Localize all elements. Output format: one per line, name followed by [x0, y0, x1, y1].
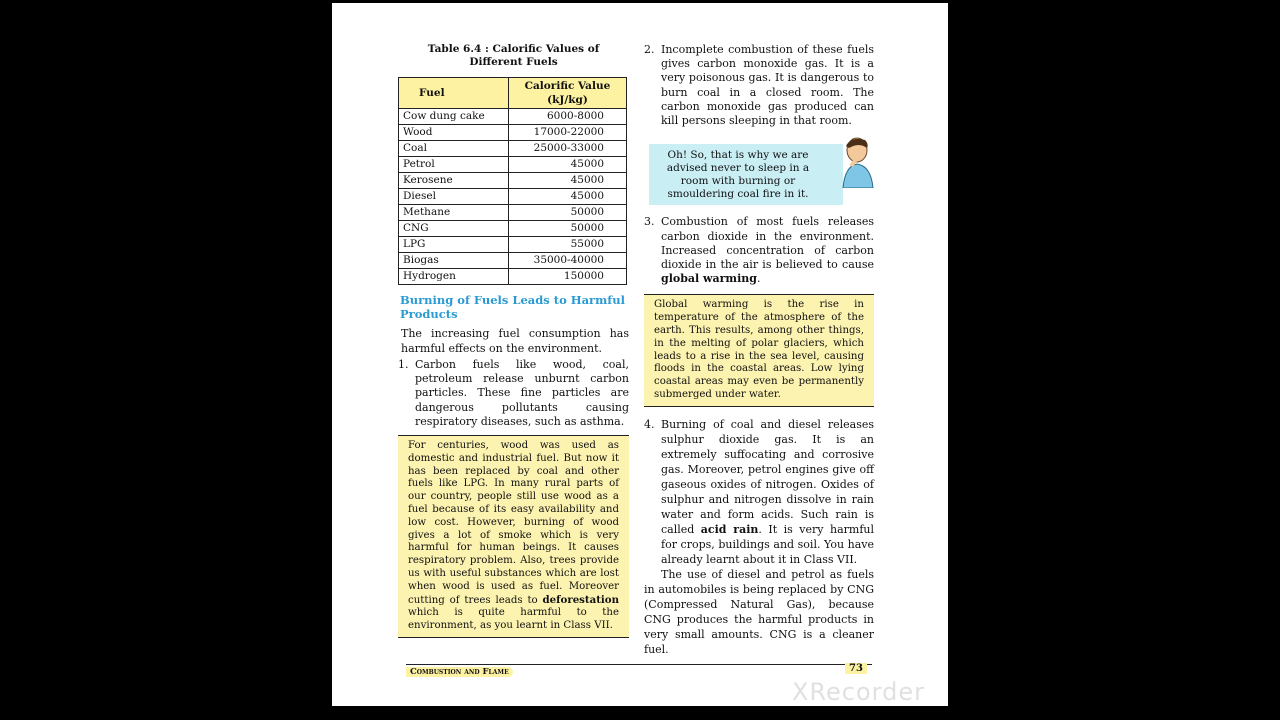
- fuel-cell: Petrol: [399, 157, 509, 173]
- footer-chapter-title: Combustion and Flame: [406, 667, 513, 677]
- footer-rule: [406, 664, 872, 665]
- table-caption: Table 6.4 : Calorific Values of Different Fuels: [427, 43, 600, 68]
- list-item-2: 2. Incomplete combustion of these fuels gives carbon monoxide gas. It is a very poisonous gas. It is dangerous to burn coal in a closed room. The carbon monoxide gas produced can kill persons sleeping in that room.: [644, 43, 874, 128]
- left-column: [398, 43, 629, 638]
- table-row: [399, 205, 627, 221]
- section-heading: Burning of Fuels Leads to Harmful Products: [400, 293, 625, 321]
- list-item-3: 3. Combustion of most fuels releases carbon dioxide in the environment. Increased concentration of carbon dioxide in the air is believed to cause global warming.: [644, 215, 874, 286]
- fuel-cell: Cow dung cake: [399, 109, 509, 125]
- value-cell: 50000: [508, 221, 626, 237]
- fuel-cell: LPG: [399, 237, 509, 253]
- table-row: [399, 269, 627, 285]
- textbook-page: [332, 3, 948, 706]
- table-row: [399, 157, 627, 173]
- value-cell: 55000: [508, 237, 626, 253]
- thinking-boy-icon: [837, 136, 877, 188]
- value-cell: 45000: [508, 173, 626, 189]
- fuel-cell: Wood: [399, 125, 509, 141]
- header-calorific-value: Calorific Value (kJ/kg): [508, 78, 626, 109]
- fuel-cell: Coal: [399, 141, 509, 157]
- fuel-cell: Diesel: [399, 189, 509, 205]
- right-column: [644, 43, 874, 657]
- table-row: [399, 253, 627, 269]
- fuel-cell: Methane: [399, 205, 509, 221]
- value-cell: 17000-22000: [508, 125, 626, 141]
- value-cell: 25000-33000: [508, 141, 626, 157]
- fuel-cell: Kerosene: [399, 173, 509, 189]
- value-cell: 35000-40000: [508, 253, 626, 269]
- fuel-cell: Hydrogen: [399, 269, 509, 285]
- fuel-cell: Biogas: [399, 253, 509, 269]
- list-item-1: 1. Carbon fuels like wood, coal, petroleum release unburnt carbon particles. These fine particles are dangerous pollutants causing respiratory diseases, such as asthma.: [398, 358, 629, 428]
- cng-paragraph: The use of diesel and petrol as fuels in automobiles is being replaced by CNG (Compressed Natural Gas), because CNG produces the harmful products in very small amounts. CNG is a cleaner fuel.: [644, 567, 874, 656]
- fuel-cell: CNG: [399, 221, 509, 237]
- value-cell: 150000: [508, 269, 626, 285]
- value-cell: 45000: [508, 189, 626, 205]
- header-fuel: Fuel: [399, 78, 509, 109]
- list-item-4: 4. Burning of coal and diesel releases sulphur dioxide gas. It is an extremely suffocating and corrosive gas. Moreover, petrol engines give off gaseous oxides of nitrogen. Oxides of sulphur and nitrogen dissolve in rain water and form acids. Such rain is called acid rain. It is very harmful for crops, buildings and soil. You have already learnt about it in Class VII.: [644, 417, 874, 566]
- value-cell: 50000: [508, 205, 626, 221]
- recorder-watermark: XRecorder: [792, 678, 925, 706]
- value-cell: 45000: [508, 157, 626, 173]
- page-number: 73: [845, 663, 867, 674]
- table-row: [399, 189, 627, 205]
- global-warming-box: Global warming is the rise in temperature of the atmosphere of the earth. This results, among other things, in the melting of polar glaciers, which leads to a rise in the sea level, causing floods in the coastal areas. Low lying coastal areas may even be permanently submerged under water.: [644, 294, 874, 406]
- table-row: [399, 141, 627, 157]
- calorific-table: [398, 77, 627, 285]
- table-row: [399, 109, 627, 125]
- value-cell: 6000-8000: [508, 109, 626, 125]
- wood-info-box: For centuries, wood was used as domestic and industrial fuel. But now it has been replaced by coal and other fuels like LPG. In many rural parts of our country, people still use wood as a fuel because of its easy availability and low cost. However, burning of wood gives a lot of smoke which is very harmful for human beings. It causes respiratory problem. Also, trees provide us with useful substances which are lost when wood is used as fuel. Moreover cutting of trees leads to deforestation which is quite harmful to the environment, as you learnt in Class VII.: [398, 435, 629, 638]
- callout-box: Oh! So, that is why we are advised never to sleep in a room with burning or smouldering coal fire in it.: [649, 144, 843, 205]
- table-row: [399, 173, 627, 189]
- table-row: [399, 221, 627, 237]
- intro-paragraph: The increasing fuel consumption has harmful effects on the environment.: [401, 327, 629, 355]
- table-row: [399, 125, 627, 141]
- table-row: [399, 237, 627, 253]
